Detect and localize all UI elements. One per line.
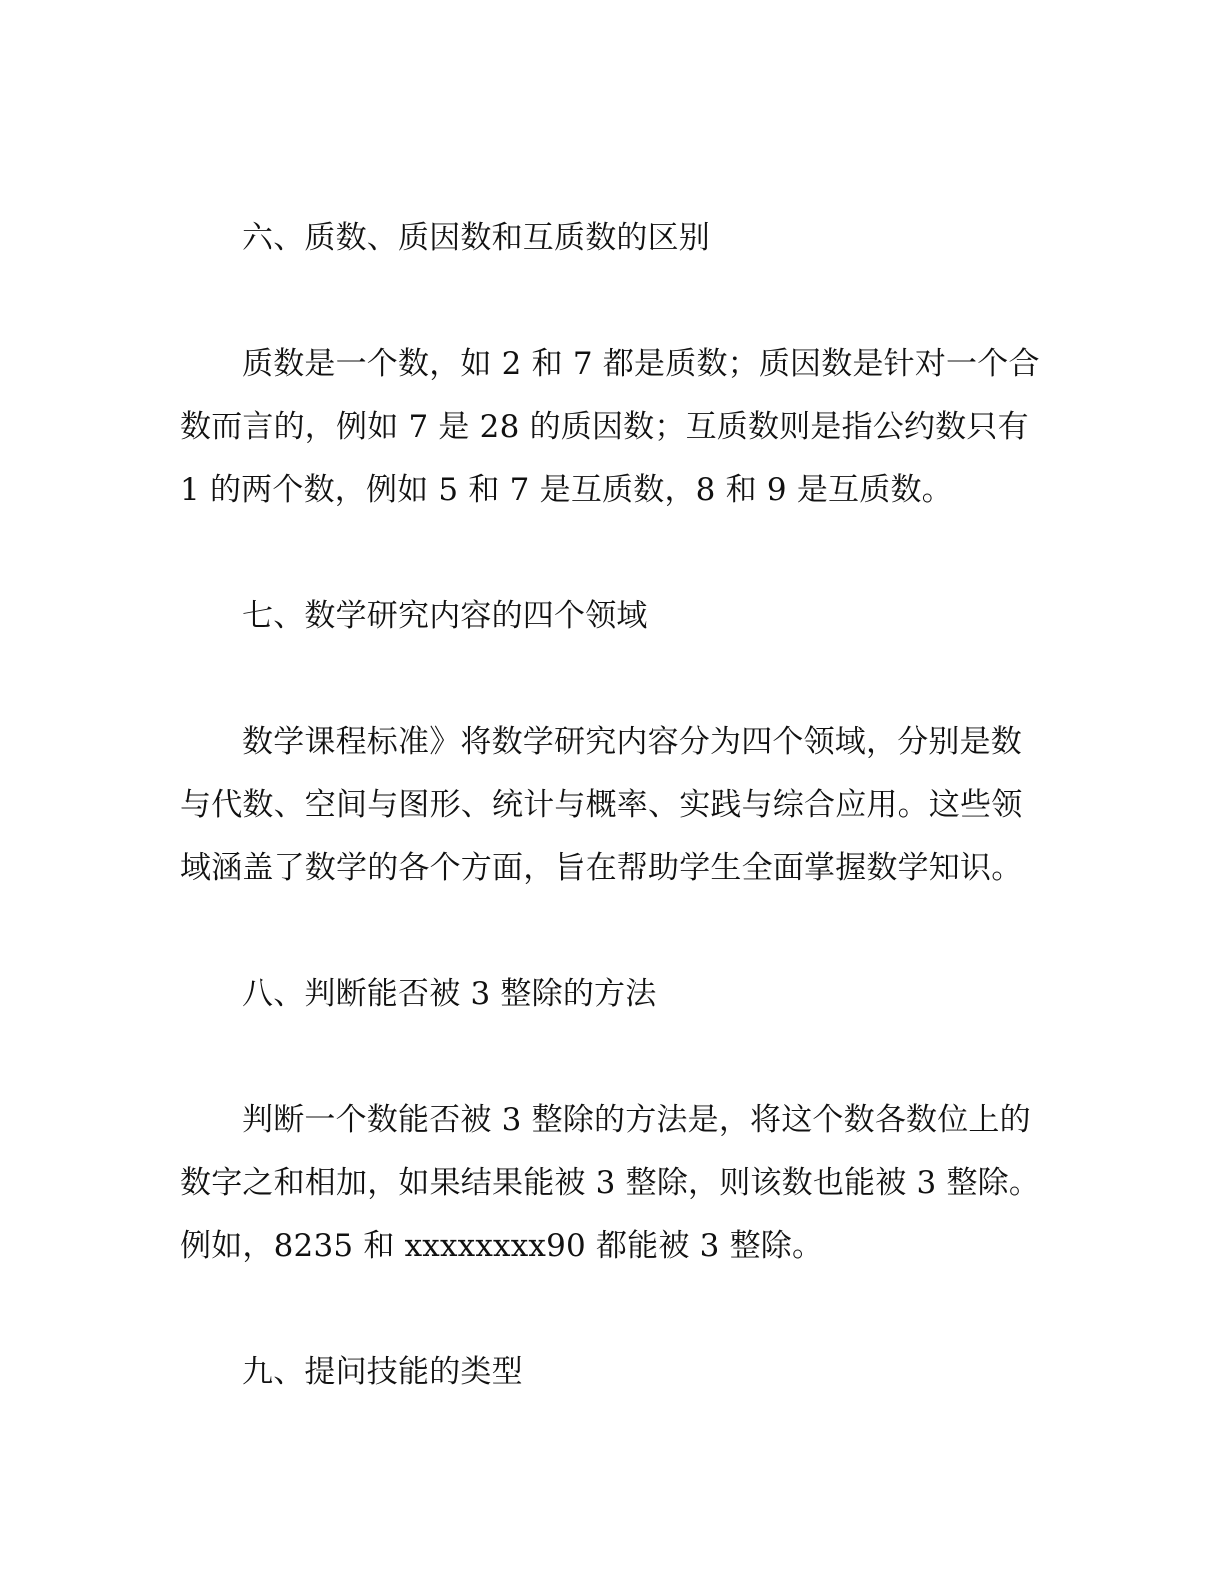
section-heading-7: 七、数学研究内容的四个领域	[242, 598, 648, 634]
paragraph-line: 域涵盖了数学的各个方面，旨在帮助学生全面掌握数学知识。	[180, 850, 1023, 886]
paragraph-line: 例如，8235 和 xxxxxxxx90 都能被 3 整除。	[180, 1228, 824, 1264]
paragraph-line: 判断一个数能否被 3 整除的方法是，将这个数各数位上的	[242, 1102, 1031, 1138]
paragraph-line: 1 的两个数，例如 5 和 7 是互质数，8 和 9 是互质数。	[180, 472, 953, 508]
paragraph-line: 数字之和相加，如果结果能被 3 整除，则该数也能被 3 整除。	[180, 1165, 1041, 1201]
paragraph-line: 质数是一个数，如 2 和 7 都是质数；质因数是针对一个合	[242, 346, 1040, 382]
paragraph-line: 与代数、空间与图形、统计与概率、实践与综合应用。这些领	[180, 787, 1023, 823]
paragraph-line: 数学课程标准》将数学研究内容分为四个领域，分别是数	[242, 724, 1022, 760]
paragraph-line: 数而言的，例如 7 是 28 的质因数；互质数则是指公约数只有	[180, 409, 1029, 445]
section-heading-9: 九、提问技能的类型	[242, 1354, 523, 1390]
section-heading-8: 八、判断能否被 3 整除的方法	[242, 976, 657, 1012]
section-heading-6: 六、质数、质因数和互质数的区别	[242, 220, 710, 256]
